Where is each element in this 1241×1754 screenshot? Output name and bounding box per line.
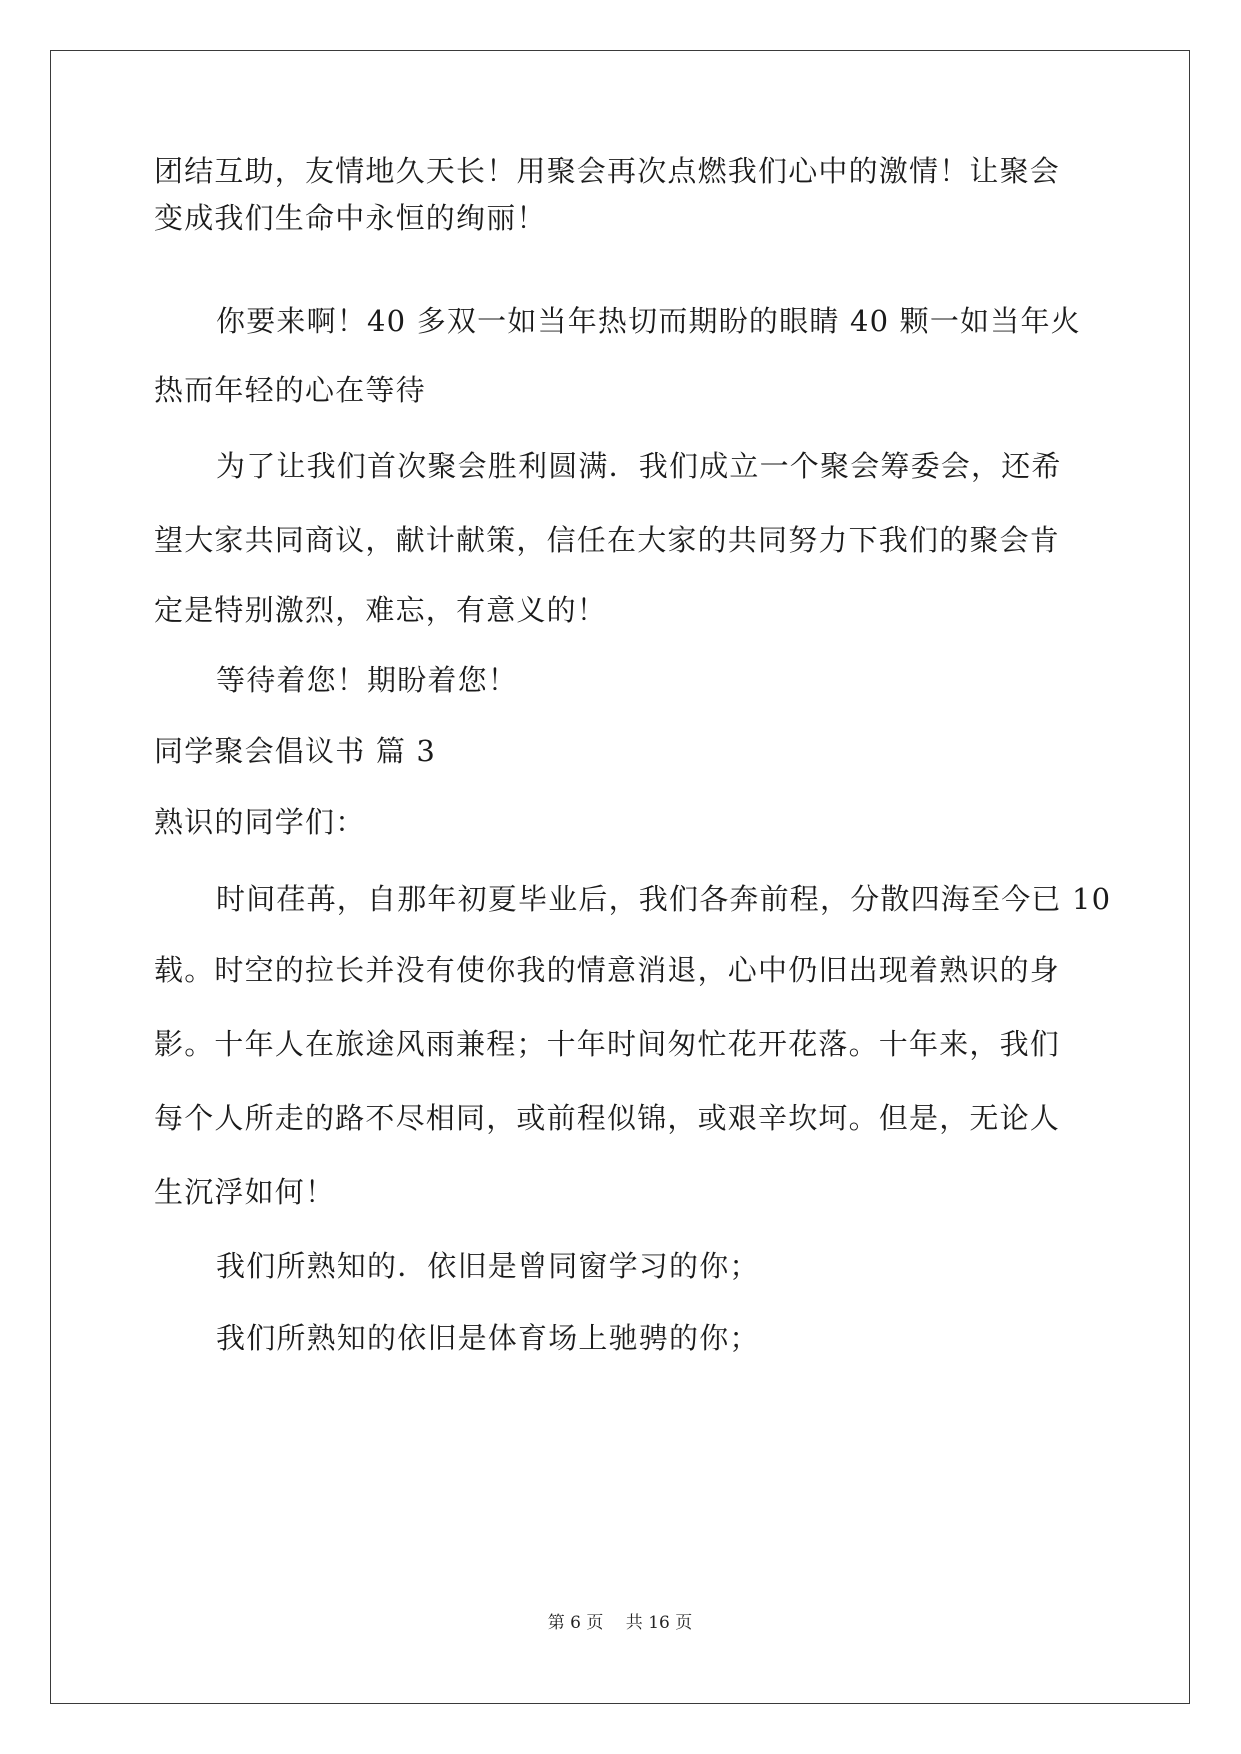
document-page [50, 50, 1190, 1704]
paragraph-line: 等待着您！期盼着您！ [216, 663, 519, 697]
paragraph-line: 影。十年人在旅途风雨兼程；十年时间匆忙花开花落。十年来，我们 [154, 1027, 1061, 1061]
paragraph-line: 我们所熟知的．依旧是曾同窗学习的你； [216, 1249, 760, 1283]
paragraph-line: 变成我们生命中永恒的绚丽！ [154, 201, 547, 235]
salutation: 熟识的同学们： [154, 805, 366, 839]
section-heading: 同学聚会倡议书 篇 3 [154, 734, 437, 768]
paragraph-line: 载。时空的拉长并没有使你我的情意消退，心中仍旧出现着熟识的身 [154, 953, 1061, 987]
paragraph-line: 生沉浮如何！ [154, 1175, 336, 1209]
paragraph-line: 热而年轻的心在等待 [154, 373, 426, 407]
paragraph-line: 每个人所走的路不尽相同，或前程似锦，或艰辛坎坷。但是，无论人 [154, 1101, 1061, 1135]
paragraph-line: 定是特别激烈，难忘，有意义的！ [154, 593, 608, 627]
paragraph-line: 我们所熟知的依旧是体育场上驰骋的你； [216, 1321, 760, 1355]
paragraph-line: 你要来啊！40 多双一如当年热切而期盼的眼睛 40 颗一如当年火 [216, 304, 1081, 338]
page-number-footer: 第 6 页 共 16 页 [547, 1613, 693, 1633]
paragraph-line: 望大家共同商议，献计献策，信任在大家的共同努力下我们的聚会肯 [154, 523, 1061, 557]
paragraph-line: 团结互助，友情地久天长！用聚会再次点燃我们心中的激情！让聚会 [154, 154, 1061, 188]
paragraph-line: 为了让我们首次聚会胜利圆满．我们成立一个聚会筹委会，还希 [216, 449, 1062, 483]
paragraph-line: 时间荏苒，自那年初夏毕业后，我们各奔前程，分散四海至今已 10 [216, 882, 1112, 916]
